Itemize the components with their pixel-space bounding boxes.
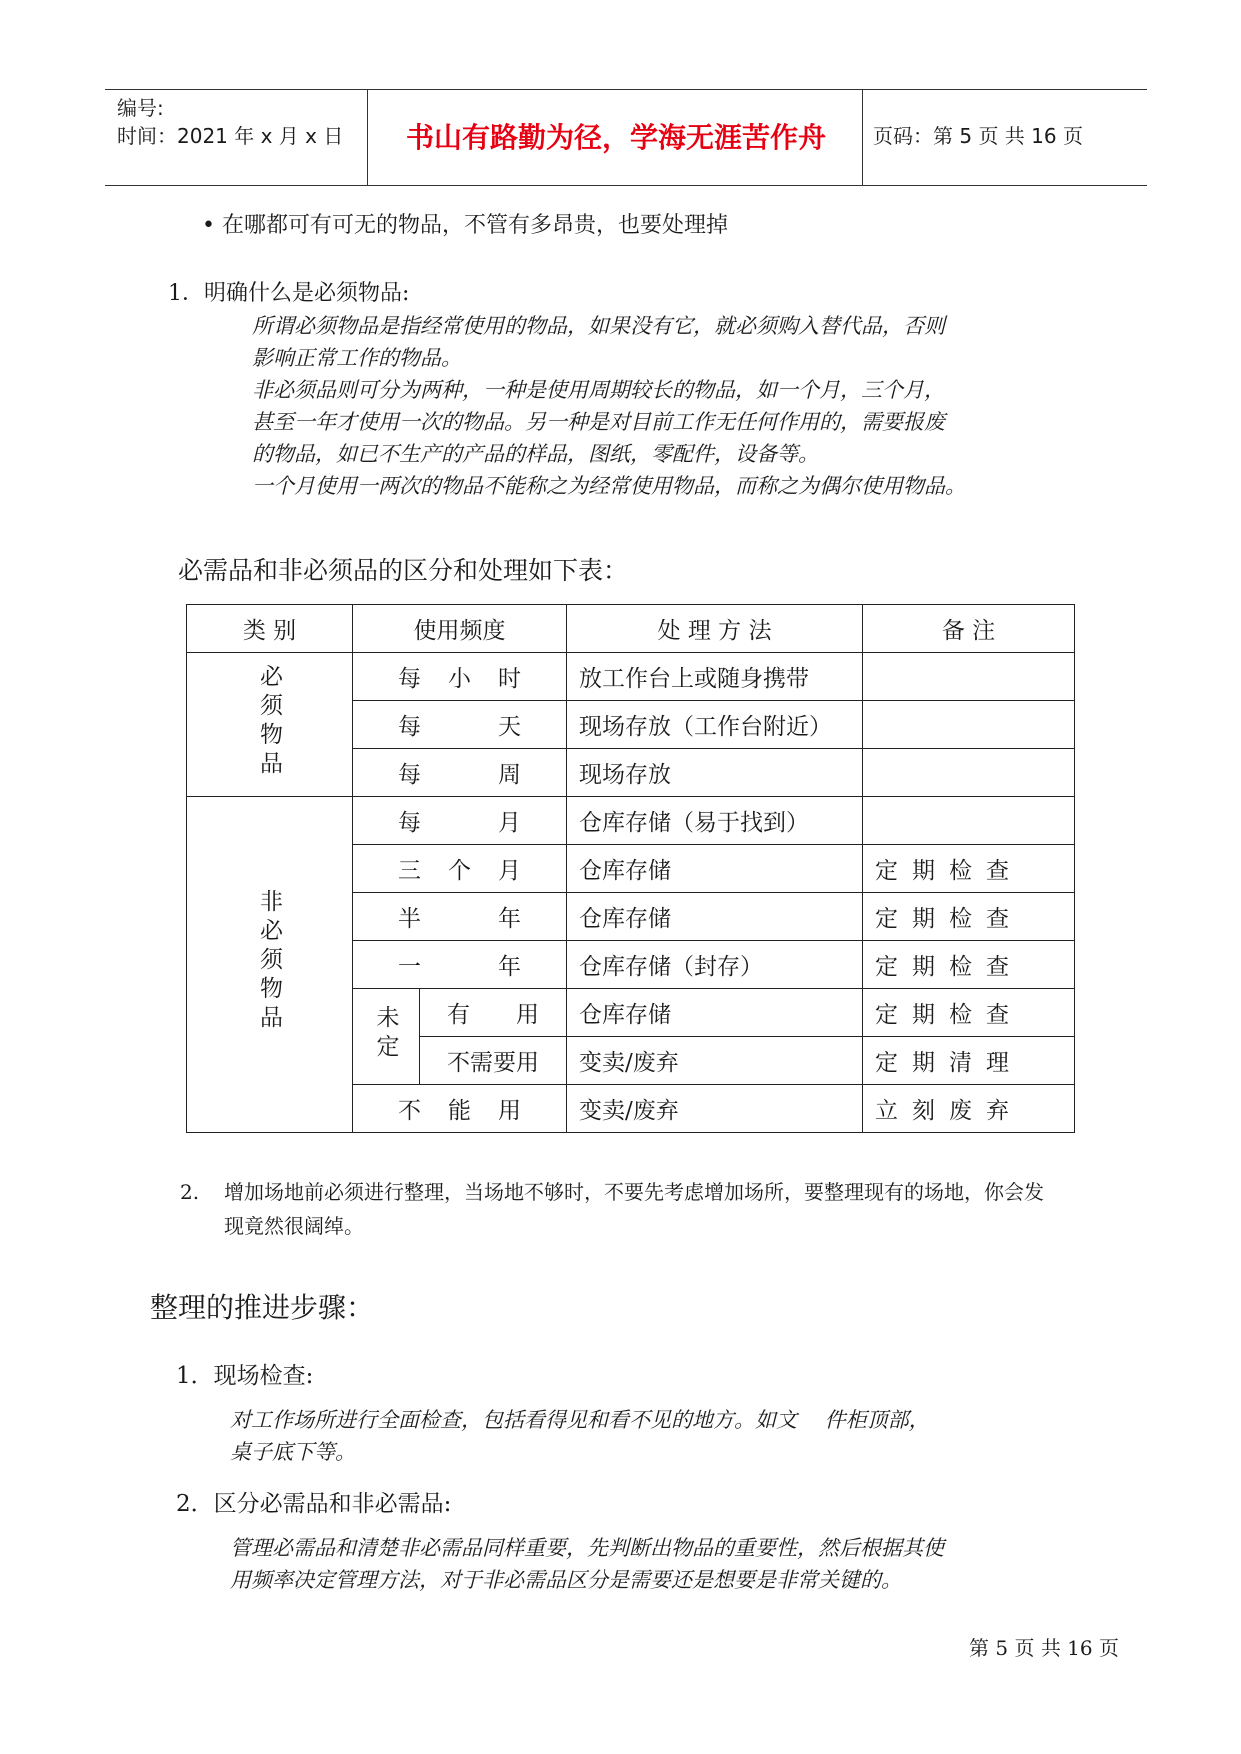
document-time-label: 时间：2021 年 x 月 x 日	[117, 124, 344, 148]
section1-line: 甚至一年才使用一次的物品。另一种是对目前工作无任何作用的，需要报废	[252, 410, 945, 434]
note-cell: 立刻废弃	[863, 1085, 1075, 1133]
header-meta	[117, 94, 343, 150]
header-divider	[367, 90, 368, 185]
section1-heading: 1．明确什么是必须物品:	[168, 281, 410, 306]
steps-heading: 整理的推进步骤：	[150, 1291, 375, 1324]
method-cell: 现场存放	[567, 749, 863, 797]
section1-line: 的物品，如已不生产的产品的样品，图纸，零配件，设备等。	[252, 442, 819, 466]
group-necessary: 必须物品	[187, 653, 353, 797]
method-cell: 仓库存储	[567, 893, 863, 941]
method-cell: 仓库存储（封存）	[567, 941, 863, 989]
section1-line: 一个月使用一两次的物品不能称之为经常使用物品，而称之为偶尔使用物品。	[252, 474, 966, 498]
step1-line: 对工作场所进行全面检查，包括看得见和看不见的地方。如文 件柜顶部，	[230, 1408, 930, 1432]
bullet-line: • 在哪都可有可无的物品，不管有多昂贵，也要处理掉	[202, 213, 728, 238]
method-cell: 现场存放（工作台附近）	[567, 701, 863, 749]
table-row	[187, 797, 1075, 845]
step2-line: 用频率决定管理方法，对于非必需品区分是需要还是想要是非常关键的。	[230, 1568, 902, 1592]
frequency-cell: 不 能 用	[353, 1085, 567, 1133]
item2-number: 2.	[180, 1180, 200, 1204]
classification-table	[186, 604, 1075, 1133]
step2-line: 管理必需品和清楚非必需品同样重要，先判断出物品的重要性，然后根据其使	[230, 1536, 944, 1560]
note-cell	[863, 749, 1075, 797]
header-note: 备 注	[863, 605, 1075, 653]
frequency-cell: 每 月	[353, 797, 567, 845]
group-undecided: 未定	[353, 989, 420, 1085]
subcategory-cell: 不需要用	[420, 1037, 567, 1085]
note-cell: 定期清理	[863, 1037, 1075, 1085]
header-page-info: 页码：第 5 页 共 16 页	[873, 124, 1083, 148]
frequency-cell: 每 周	[353, 749, 567, 797]
item2-line: 增加场地前必须进行整理，当场地不够时，不要先考虑增加场所，要整理现有的场地，你会发	[224, 1180, 1044, 1204]
page-header	[105, 89, 1147, 186]
header-divider	[862, 90, 863, 185]
header-category: 类 别	[187, 605, 353, 653]
method-cell: 变卖/废弃	[567, 1085, 863, 1133]
method-cell: 放工作台上或随身携带	[567, 653, 863, 701]
note-cell	[863, 797, 1075, 845]
frequency-cell: 每 天	[353, 701, 567, 749]
method-cell: 变卖/废弃	[567, 1037, 863, 1085]
page-footer: 第 5 页 共 16 页	[969, 1636, 1119, 1660]
note-cell: 定期检查	[863, 893, 1075, 941]
section1-line: 所谓必须物品是指经常使用的物品，如果没有它，就必须购入替代品，否则	[252, 314, 945, 338]
header-motto: 书山有路勤为径，学海无涯苦作舟	[405, 121, 826, 154]
note-cell	[863, 653, 1075, 701]
frequency-cell: 每 小 时	[353, 653, 567, 701]
section1-line: 影响正常工作的物品。	[252, 346, 462, 370]
method-cell: 仓库存储	[567, 989, 863, 1037]
step2-heading: 2．区分必需品和非必需品:	[176, 1491, 452, 1517]
item2-line: 现竟然很阔绰。	[224, 1214, 364, 1238]
frequency-cell: 一 年	[353, 941, 567, 989]
frequency-cell: 三 个 月	[353, 845, 567, 893]
header-frequency: 使用频度	[353, 605, 567, 653]
note-cell: 定期检查	[863, 845, 1075, 893]
document-number-label: 编号:	[117, 96, 164, 120]
step1-heading: 1．现场检查:	[176, 1363, 314, 1389]
table-row	[187, 653, 1075, 701]
note-cell: 定期检查	[863, 941, 1075, 989]
table-intro: 必需品和非必须品的区分和处理如下表：	[178, 556, 629, 585]
section1-line: 非必须品则可分为两种，一种是使用周期较长的物品，如一个月，三个月，	[252, 378, 945, 402]
header-method: 处 理 方 法	[567, 605, 863, 653]
method-cell: 仓库存储	[567, 845, 863, 893]
table-header-row	[187, 605, 1075, 653]
subcategory-cell: 有 用	[420, 989, 567, 1037]
note-cell: 定期检查	[863, 989, 1075, 1037]
note-cell	[863, 701, 1075, 749]
frequency-cell: 半 年	[353, 893, 567, 941]
step1-line: 桌子底下等。	[230, 1440, 356, 1464]
group-unnecessary: 非必须物品	[187, 797, 353, 1133]
method-cell: 仓库存储（易于找到）	[567, 797, 863, 845]
